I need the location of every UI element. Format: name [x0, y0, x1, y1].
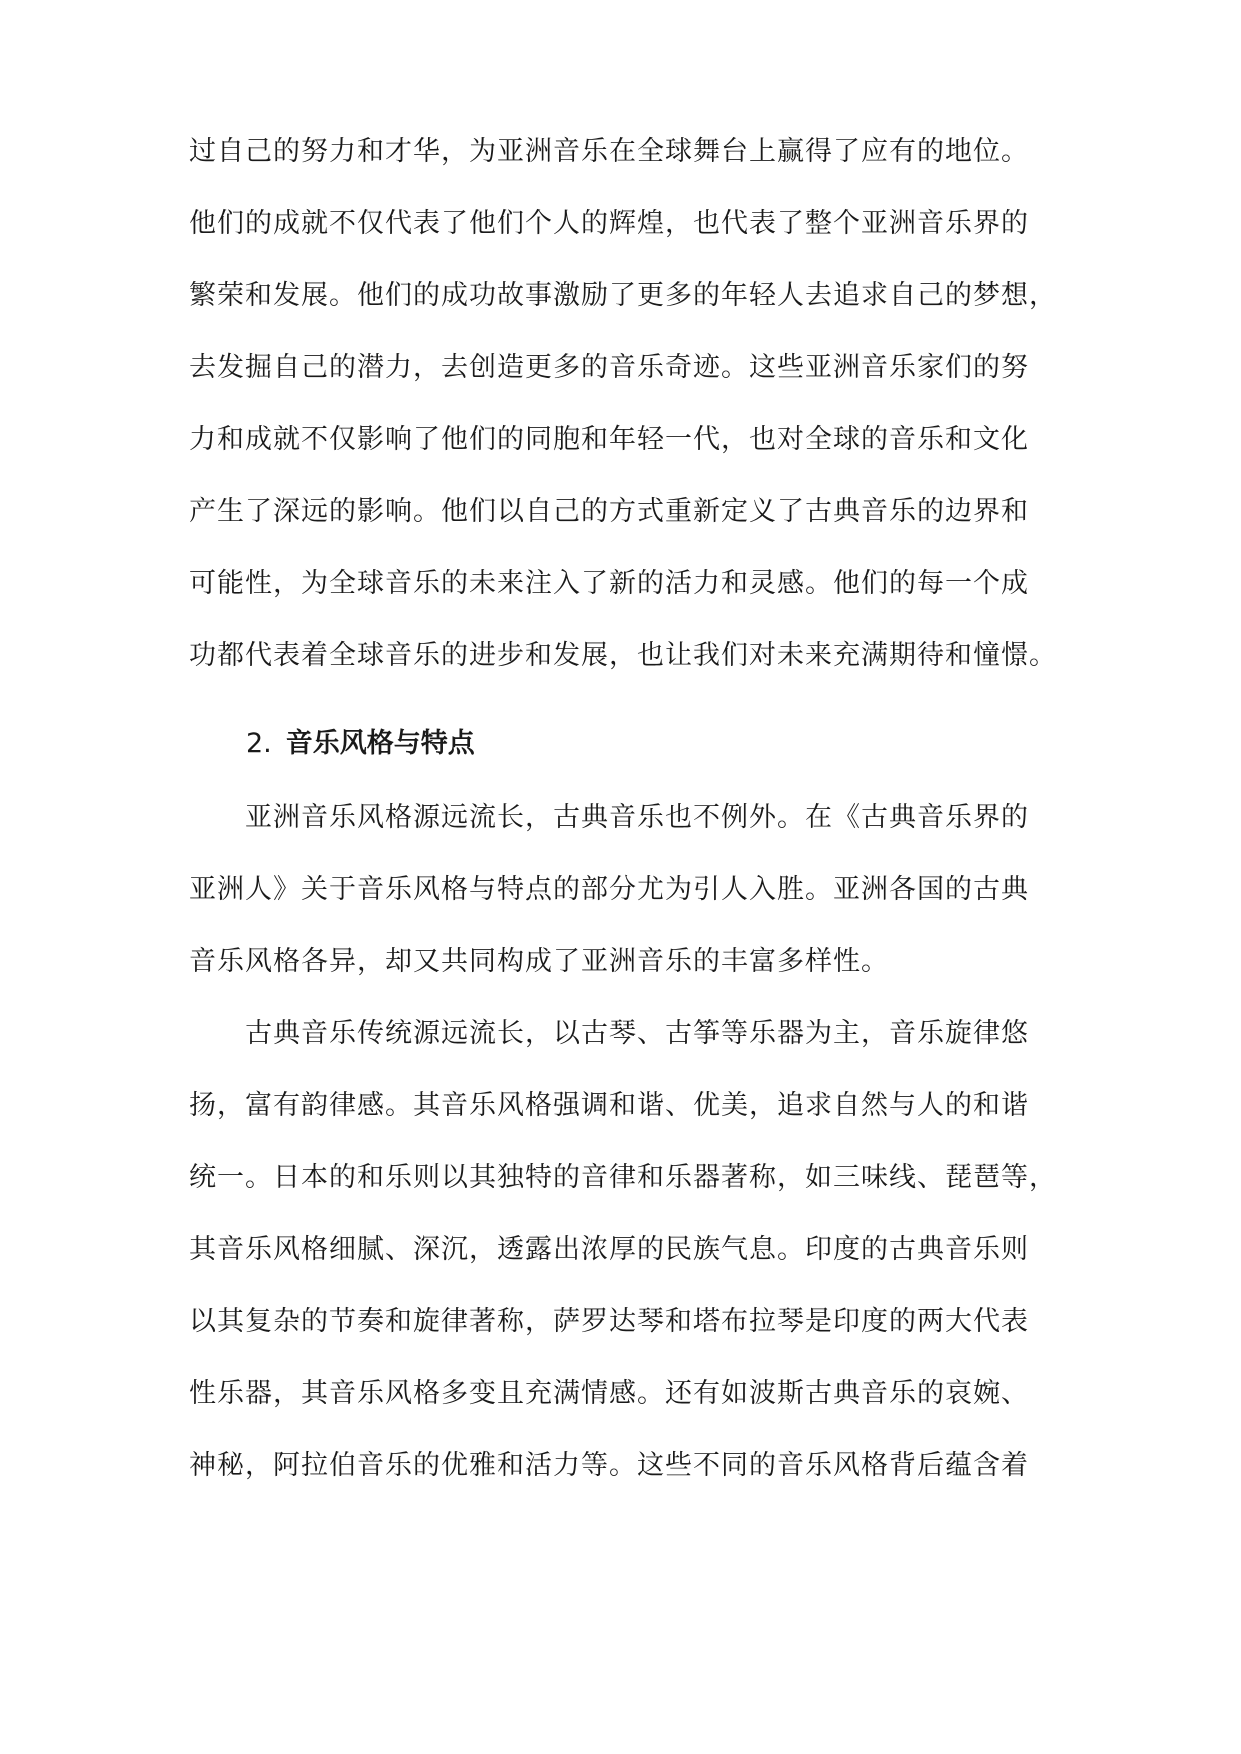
- paragraph-2-line-1: 亚洲音乐风格源远流长，古典音乐也不例外。在《古典音乐界的: [245, 802, 1029, 833]
- paragraph-3-line-3: 统一。日本的和乐则以其独特的音律和乐器著称，如三味线、琵琶等，: [189, 1162, 1057, 1193]
- paragraph-1-line-8: 功都代表着全球音乐的进步和发展，也让我们对未来充满期待和憧憬。: [189, 640, 1057, 671]
- section-heading: [246, 726, 475, 762]
- paragraph-3-line-4: 其音乐风格细腻、深沉，透露出浓厚的民族气息。印度的古典音乐则: [189, 1234, 1029, 1265]
- paragraph-2-line-2: 亚洲人》关于音乐风格与特点的部分尤为引人入胜。亚洲各国的古典: [189, 874, 1029, 905]
- paragraph-1-line-5: 力和成就不仅影响了他们的同胞和年轻一代，也对全球的音乐和文化: [189, 424, 1029, 455]
- paragraph-3-line-2: 扬，富有韵律感。其音乐风格强调和谐、优美，追求自然与人的和谐: [189, 1090, 1029, 1121]
- paragraph-3-line-1: 古典音乐传统源远流长，以古琴、古筝等乐器为主，音乐旋律悠: [245, 1018, 1029, 1049]
- section-heading-number: 2.: [246, 728, 272, 759]
- paragraph-1-line-6: 产生了深远的影响。他们以自己的方式重新定义了古典音乐的边界和: [189, 496, 1029, 527]
- paragraph-1-line-3: 繁荣和发展。他们的成功故事激励了更多的年轻人去追求自己的梦想，: [189, 280, 1057, 311]
- paragraph-3-line-5: 以其复杂的节奏和旋律著称，萨罗达琴和塔布拉琴是印度的两大代表: [189, 1306, 1029, 1337]
- paragraph-3-line-6: 性乐器，其音乐风格多变且充满情感。还有如波斯古典音乐的哀婉、: [189, 1378, 1029, 1409]
- paragraph-1-line-4: 去发掘自己的潜力，去创造更多的音乐奇迹。这些亚洲音乐家们的努: [189, 352, 1029, 383]
- paragraph-2-line-3: 音乐风格各异，却又共同构成了亚洲音乐的丰富多样性。: [189, 946, 889, 977]
- paragraph-1-line-2: 他们的成就不仅代表了他们个人的辉煌，也代表了整个亚洲音乐界的: [189, 208, 1029, 239]
- paragraph-1-line-1: 过自己的努力和才华，为亚洲音乐在全球舞台上赢得了应有的地位。: [189, 136, 1029, 167]
- paragraph-3-line-7: 神秘，阿拉伯音乐的优雅和活力等。这些不同的音乐风格背后蕴含着: [189, 1450, 1029, 1481]
- paragraph-1-line-7: 可能性，为全球音乐的未来注入了新的活力和灵感。他们的每一个成: [189, 568, 1029, 599]
- section-heading-title: 音乐风格与特点: [285, 728, 475, 759]
